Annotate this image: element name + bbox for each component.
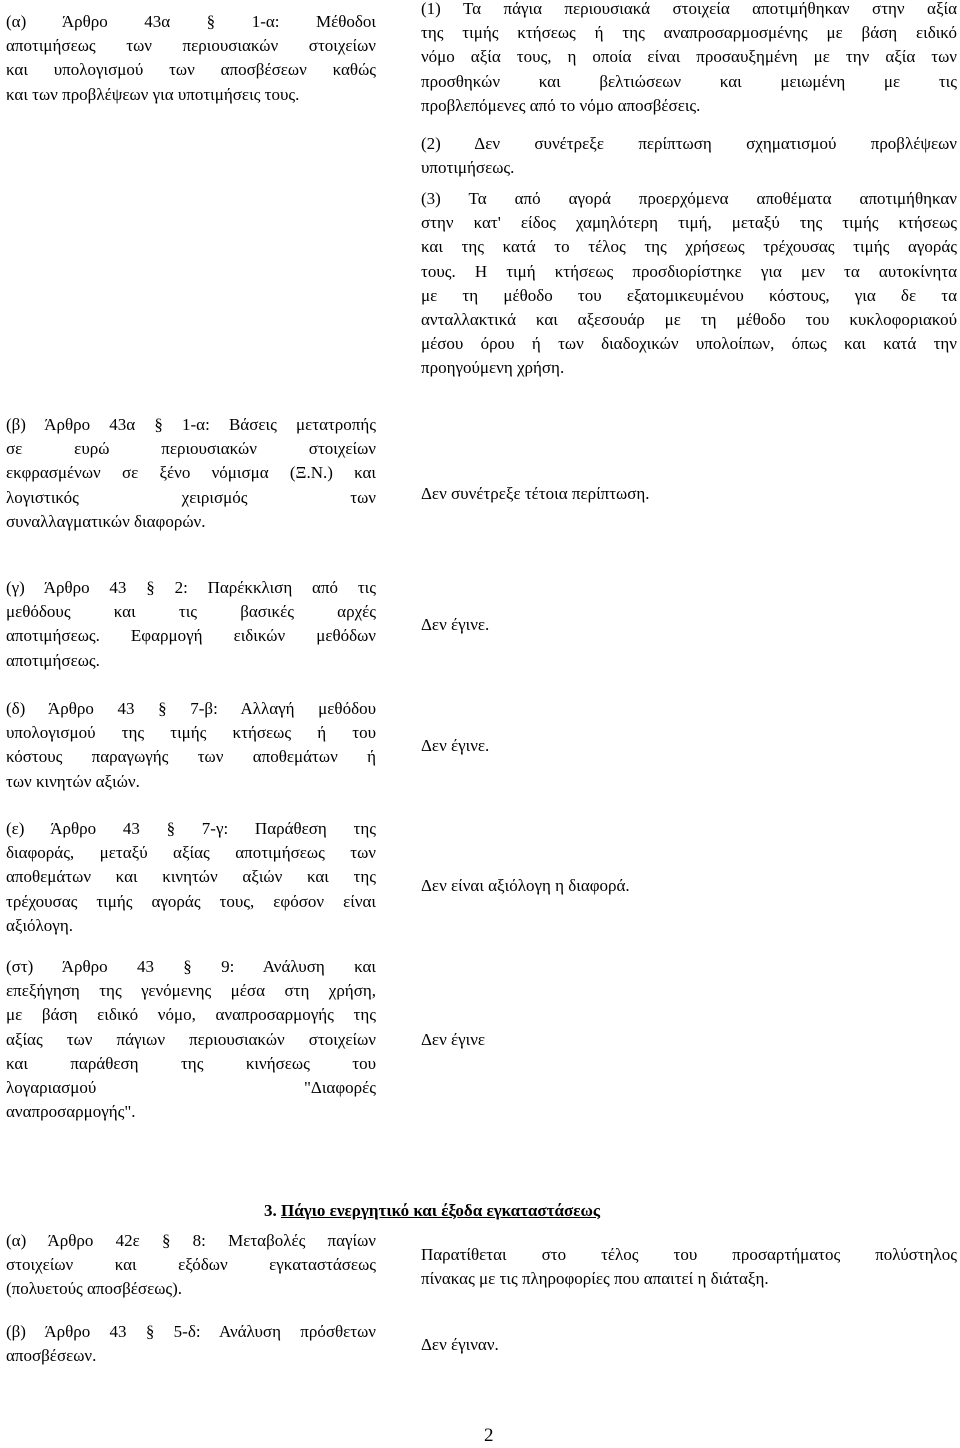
text-line: (δ) Άρθρο 43 § 7-β: Αλλαγή μεθόδου [6,699,376,718]
text-line: και υπολογισμού των αποσβέσεων καθώς [6,60,376,80]
text-line: προηγούμενη χρήση. [421,358,565,378]
text-line: των κινητών αξιών. [6,771,140,791]
text-line: (ε) Άρθρο 43 § 7-γ: Παράθεση της [6,819,376,838]
text-line: λογαριασμού "Διαφορές [6,1078,376,1098]
text-line: (γ) Άρθρο 43 § 2: Παρέκκλιση από τις [6,578,376,597]
text-line: Παρατίθεται στο τέλος του προσαρτήματος πολύστηλος [421,1245,957,1264]
item-b-additional-depreciation [6,1320,376,1368]
answer-b-additional-depreciation: Δεν έγιναν. [421,1335,499,1354]
text-line: σε ευρώ περιουσιακών στοιχείων [6,439,376,459]
text-line: (α) Άρθρο 42ε § 8: Μεταβολές παγίων [6,1231,376,1250]
text-line: προβλεπόμενες από το νόμο αποσβέσεις. [421,95,701,115]
text-line: αποτιμήσεως. [6,650,100,670]
text-line: αναπροσαρμογής". [6,1102,136,1122]
text-line: και των προβλέψεων για υποτιμήσεις τους. [6,84,300,104]
text-line: ανταλλακτικά και αξεσουάρ με τη μέθοδο του κυκλοφοριακού [421,310,957,330]
text-line: μέσου όρου ή των διαδοχικών υπολοίπων, όπως και κατά την [421,334,957,354]
text-line: (2) Δεν συνέτρεξε περίπτωση σχηματισμού προβλέψεων [421,134,957,153]
text-line: συναλλαγματικών διαφορών. [6,511,206,531]
answer-st: Δεν έγινε [421,1030,486,1049]
text-line: αποτιμήσεως. Εφαρμογή ειδικών μεθόδων [6,626,376,646]
section-heading [264,1199,600,1223]
item-c-deviation [6,576,376,673]
text-line: στην κατ' είδος χαμηλότερη τιμή, μεταξύ της τιμής κτήσεως [421,213,957,233]
text-line: υπολογισμού της τιμής κτήσεως ή του [6,723,376,743]
answer-a-paragraph-2 [421,132,957,180]
text-line: επεξήγηση της γενόμενης μέσα στη χρήση, [6,981,376,1001]
text-line: νόμο αξία τους, η οποία είναι προσαυξημένη με την αξία των [421,47,957,67]
text-line: αποσβέσεων. [6,1346,97,1366]
item-d-method-change [6,697,376,794]
text-line: (1) Τα πάγια περιουσιακά στοιχεία αποτιμήθηκαν στην αξία [421,0,957,18]
text-line: στοιχείων και εξόδων εγκαταστάσεως [6,1255,376,1275]
text-line: μεθόδους και τις βασικές αρχές [6,602,376,622]
text-line: κόστους παραγωγής των αποθεμάτων ή [6,747,376,767]
text-line: λογιστικός χειρισμός των [6,487,376,507]
answer-a-fixed-assets [421,1243,957,1291]
text-line: και της κατά το τέλος της χρήσεως τρέχουσας τιμής αγοράς [421,237,957,257]
answer-c: Δεν έγινε. [421,615,490,634]
item-a-fixed-assets-changes [6,1229,376,1302]
text-line: (στ) Άρθρο 43 § 9: Ανάλυση και [6,957,376,976]
item-a-valuation-methods [6,10,376,107]
text-line: αποτιμήσεως των περιουσιακών στοιχείων [6,36,376,56]
answer-e: Δεν είναι αξιόλογη η διαφορά. [421,876,630,895]
text-line: και παράθεση της κινήσεως του [6,1053,376,1073]
text-line: πίνακας με τις πληροφορίες που απαιτεί η διάταξη. [421,1269,769,1289]
text-line: (α) Άρθρο 43α § 1-α: Μέθοδοι [6,12,376,31]
item-e-valuation-difference [6,817,376,938]
text-line: τρέχουσας τιμής αγοράς τους, εφόσον είναι [6,891,376,911]
text-line: της τιμής κτήσεως ή της αναπροσαρμοσμένης με βάση ειδικό [421,23,957,43]
text-line: (β) Άρθρο 43 § 5-δ: Ανάλυση πρόσθετων [6,1322,376,1341]
text-line: τους. Η τιμή κτήσεως προσδιορίστηκε για μεν τα αυτοκίνητα [421,261,957,281]
text-line: διαφοράς, μεταξύ αξίας αποτιμήσεως των [6,843,376,863]
answer-a-paragraph-3 [421,187,957,381]
text-line: με βάση ειδικό νόμο, αναπροσαρμογής της [6,1005,376,1025]
text-line: αποθεμάτων και κινητών αξιών και της [6,867,376,887]
text-line: (πολυετούς αποσβέσεως). [6,1279,183,1299]
answer-a-paragraph-1 [421,0,957,118]
text-line: αξιόλογη. [6,915,73,935]
text-line: (β) Άρθρο 43α § 1-α: Βάσεις μετατροπής [6,415,376,434]
text-line: αξίας των πάγιων περιουσιακών στοιχείων [6,1029,376,1049]
item-b-currency-conversion [6,413,376,534]
text-line: (3) Τα από αγορά προερχόμενα αποθέματα αποτιμήθηκαν [421,189,957,208]
section-number: 3. [264,1201,277,1220]
item-st-revaluation [6,955,376,1124]
answer-d: Δεν έγινε. [421,736,490,755]
section-title: Πάγιο ενεργητικό και έξοδα εγκαταστάσεως [281,1201,601,1220]
text-line: εκφρασμένων σε ξένο νόμισμα (Ξ.Ν.) και [6,463,376,483]
text-line: υποτιμήσεως. [421,158,515,178]
answer-b: Δεν συνέτρεξε τέτοια περίπτωση. [421,484,650,503]
text-line: με τη μέθοδο του εξατομικευμένου κόστους, για δε τα [421,285,957,305]
text-line: προσθηκών και βελτιώσεων και μειωμένη με τις [421,71,957,91]
page-number: 2 [484,1425,494,1446]
